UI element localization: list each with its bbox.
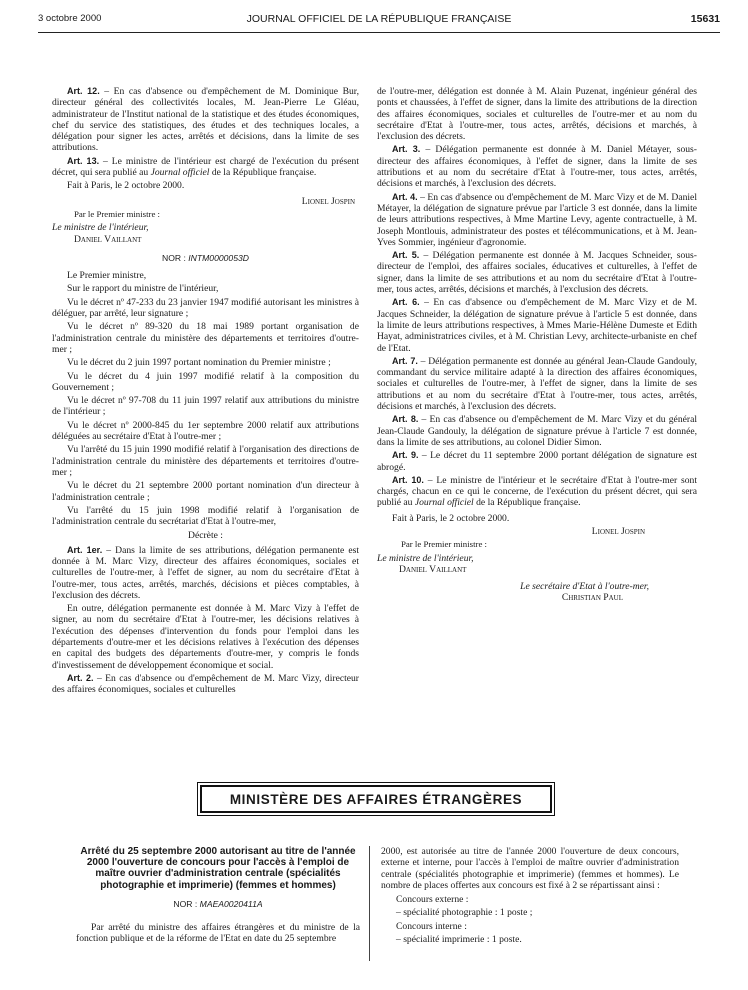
article-7: Art. 7. – Délégation permanente est donnée au général Jean-Claude Gandouly, commandant du service militaire adapté à la direction des affaires économiques, sociales et culturelles de l'outre-mer, à l'effet de signer, dans la limite de ses attributions et au nom du secrétaire d'Etat à l'outre-mer, tous actes, arrêtés, décisions et marchés, à l'exclusion des décrets. bbox=[377, 355, 697, 413]
article-9: Art. 9. – Le décret du 11 septembre 2000 portant délégation de signature est abrogé. bbox=[377, 450, 697, 473]
article-12: Art. 12. – En cas d'absence ou d'empêchement de M. Dominique Bur, directeur général des collectivités locales, M. Jean-Pierre Le Gléau, administrateur de l'Institut national de la statistique et des études économiques, chef du service des statistiques, des études et des techniques locales, a délégation pour signer les actes, arrêtés et décisions, dans la limite de ses attributions. bbox=[52, 86, 359, 154]
paragraph: Vu le décret nº 89-320 du 18 mai 1989 portant organisation de l'administration centrale du ministère des départements et territoires d'outre-mer ; bbox=[52, 321, 359, 355]
article-13: Art. 13. – Le ministre de l'intérieur est chargé de l'exécution du présent décret, qui sera publié au Journal officiel de la République française. bbox=[52, 155, 359, 179]
paragraph: Vu le décret nº 97-708 du 11 juin 1997 relatif aux attributions du ministre de l'intérieur ; bbox=[52, 395, 359, 418]
arrete-intro: Par arrêté du ministre des affaires étrangères et du ministre de la fonction publique et de la réforme de l'Etat en date du 25 septembre bbox=[76, 922, 360, 945]
article-2-continued: de l'outre-mer, délégation est donnée à M. Alain Puzenat, ingénieur général des ponts et chaussées, à l'effet de signer, dans la limite des attributions de la direction des affaires économiques, sociales et culturelles de l'outre-mer et au nom du secrétaire d'Etat à l'outre-mer, tous actes, arrêtés, décisions et marchés, à l'exclusion des décrets. bbox=[377, 86, 697, 143]
decrete: Décrète : bbox=[188, 530, 223, 542]
paragraph: Vu le décret du 21 septembre 2000 portant nomination d'un directeur à l'administration centrale ; bbox=[52, 480, 359, 503]
ministre-name: Daniel Vaillant bbox=[399, 563, 467, 575]
signature-pm: Lionel Jospin bbox=[591, 525, 645, 537]
paragraph: Vu le décret nº 47-233 du 23 janvier 1947 modifié autorisant les ministres à déléguer, par arrêté, leur signature ; bbox=[52, 296, 359, 320]
fait-a-paris: Fait à Paris, le 2 octobre 2000. bbox=[392, 512, 510, 524]
paragraph: Vu l'arrêté du 15 juin 1990 modifié relatif à l'organisation des directions de l'administration centrale du ministère des départements et territoires d'outre-mer ; bbox=[52, 444, 359, 478]
article-10: Art. 10. – Le ministre de l'intérieur et le secrétaire d'Etat à l'outre-mer sont chargés, chacun en ce qui le concerne, de l'exécution du présent décret, qui sera publié au Journal officiel de la République française. bbox=[377, 474, 698, 509]
list-item: – spécialité imprimerie : 1 poste. bbox=[396, 934, 522, 946]
signature-pm: Lionel Jospin bbox=[301, 195, 355, 207]
paragraph: Vu le décret nº 2000-845 du 1er septembre 2000 relatif aux attributions déléguées au secrétaire d'Etat à l'outre-mer ; bbox=[52, 419, 359, 443]
par-premier-ministre: Par le Premier ministre : bbox=[401, 539, 487, 550]
ministre-interieur: Le ministre de l'intérieur, bbox=[52, 222, 149, 234]
page-number: 15631 bbox=[690, 13, 720, 25]
arrete-continued: 2000, est autorisée au titre de l'année 2000 l'ouverture de deux concours, externe et interne, pour l'accès à l'emploi de maître ouvrier d'administration centrale (spécialités photographie et imprimerie) (femmes et hommes). Le nombre de places offertes aux concours est fixé à 2 se répartissant ainsi : bbox=[381, 846, 679, 891]
concours-interne: Concours interne : bbox=[396, 920, 467, 932]
secretaire-etat: Le secrétaire d'Etat à l'outre-mer, bbox=[520, 581, 649, 593]
ministre-interieur: Le ministre de l'intérieur, bbox=[377, 552, 474, 564]
page-header bbox=[38, 13, 720, 29]
header-title: JOURNAL OFFICIEL DE LA RÉPUBLIQUE FRANÇAISE bbox=[246, 13, 512, 25]
header-date: 3 octobre 2000 bbox=[38, 13, 102, 24]
article-1: Art. 1er. – Dans la limite de ses attributions, délégation permanente est donnée à M. Marc Vizy, directeur des affaires économiques, sociales et culturelles de l'outre-mer, à l'effet de signer, au nom du secrétaire d'Etat à l'outre-mer, tous actes, arrêtés, marchés, décisions et pièces comptables, à l'exclusion des décrets. bbox=[52, 544, 359, 601]
par-premier-ministre: Par le Premier ministre : bbox=[74, 208, 160, 219]
arrete-title: Arrêté du 25 septembre 2000 autorisant au titre de l'année 2000 l'ouverture de concours pour l'accès à l'emploi de maître ouvrier d'administration centrale (spécialités photographie et imprimerie) (femmes et hommes) bbox=[80, 846, 356, 891]
concours-externe: Concours externe : bbox=[396, 894, 469, 906]
secretaire-name: Christian Paul bbox=[561, 592, 623, 604]
column-divider bbox=[369, 846, 370, 961]
arrete-left-column bbox=[76, 846, 360, 947]
paragraph: Sur le rapport du ministre de l'intérieur, bbox=[67, 283, 219, 295]
article-4: Art. 4. – En cas d'absence ou d'empêchement de M. Marc Vizy et de M. Daniel Métayer, la délégation de signature prévue par l'article 3 est donnée, dans la limite de leurs attributions respectives, à Mme Martine Levy, agente contractuelle, à M. Joseph Montlouis, administrateur des postes et télécommunications, et à M. Jean-Yves Sommier, ingénieur d'agronomie. bbox=[377, 191, 697, 248]
arrete-right-column bbox=[381, 846, 679, 947]
nor-reference: NOR : INTM0000053D bbox=[162, 252, 249, 263]
ministre-name: Daniel Vaillant bbox=[74, 233, 142, 245]
right-column bbox=[377, 86, 697, 606]
article-6: Art. 6. – En cas d'absence ou d'empêchement de M. Marc Vizy et de M. Jacques Schneider, la délégation de signature prévue à l'article 5 est donnée, dans la limite de leurs attributions respectives, à Mmes Marie-Hélène Dumeste et Edith Hayat, administratrices civiles, et à M. Christian Levy, architecte-urbaniste en chef de l'Etat. bbox=[377, 297, 697, 354]
paragraph: Vu le décret du 4 juin 1997 modifié relatif à la composition du Gouvernement ; bbox=[52, 370, 359, 393]
list-item: – spécialité photographie : 1 poste ; bbox=[396, 907, 533, 919]
paragraph: Vu l'arrêté du 15 juin 1998 modifié relatif à l'organisation de l'administration centrale du secrétariat d'Etat à l'outre-mer, bbox=[52, 504, 359, 528]
article-5: Art. 5. – Délégation permanente est donnée à M. Jacques Schneider, sous-directeur de l'emploi, des affaires sociales, éducatives et culturelles, à l'effet de signer, dans la limite de ses attributions et au nom du secrétaire d'Etat à l'outre-mer, tous actes, arrêtés, décisions et marchés, à l'exclusion des décrets. bbox=[377, 250, 697, 296]
paragraph: En outre, délégation permanente est donnée à M. Marc Vizy à l'effet de signer, au nom du secrétaire d'Etat à l'outre-mer, les décisions relatives à l'exécution des dépenses d'intervention du fonds pour l'emploi dans les départements d'outre-mer et les décisions relatives à l'exécution des dépenses en capital des budgets des départements d'outre-mer, y compris le fonds d'investissement de développement économique et social. bbox=[52, 603, 359, 671]
header-rule bbox=[38, 32, 720, 33]
article-3: Art. 3. – Délégation permanente est donnée à M. Daniel Métayer, sous-directeur des affaires économiques, à l'effet de signer, dans la limite de ses attributions et au nom du secrétaire d'Etat à l'outre-mer, tous actes, arrêtés, décisions et marchés, à l'exclusion des décrets. bbox=[377, 144, 697, 190]
paragraph: Le Premier ministre, bbox=[67, 270, 147, 282]
ministry-heading: MINISTÈRE DES AFFAIRES ÉTRANGÈRES bbox=[200, 785, 552, 813]
fait-a-paris: Fait à Paris, le 2 octobre 2000. bbox=[67, 180, 185, 192]
left-column bbox=[52, 86, 359, 698]
paragraph: Vu le décret du 2 juin 1997 portant nomination du Premier ministre ; bbox=[67, 357, 331, 369]
nor-reference: NOR : MAEA0020411A bbox=[173, 898, 263, 909]
article-8: Art. 8. – En cas d'absence ou d'empêchement de M. Marc Vizy et du général Jean-Claude Gandouly, la délégation de signature prévue à l'article 7 est donnée, dans la limite de ses attributions, au colonel Didier Simon. bbox=[377, 414, 697, 448]
article-2: Art. 2. – En cas d'absence ou d'empêchement de M. Marc Vizy, directeur des affaires économiques, sociales et culturelles bbox=[52, 672, 359, 696]
